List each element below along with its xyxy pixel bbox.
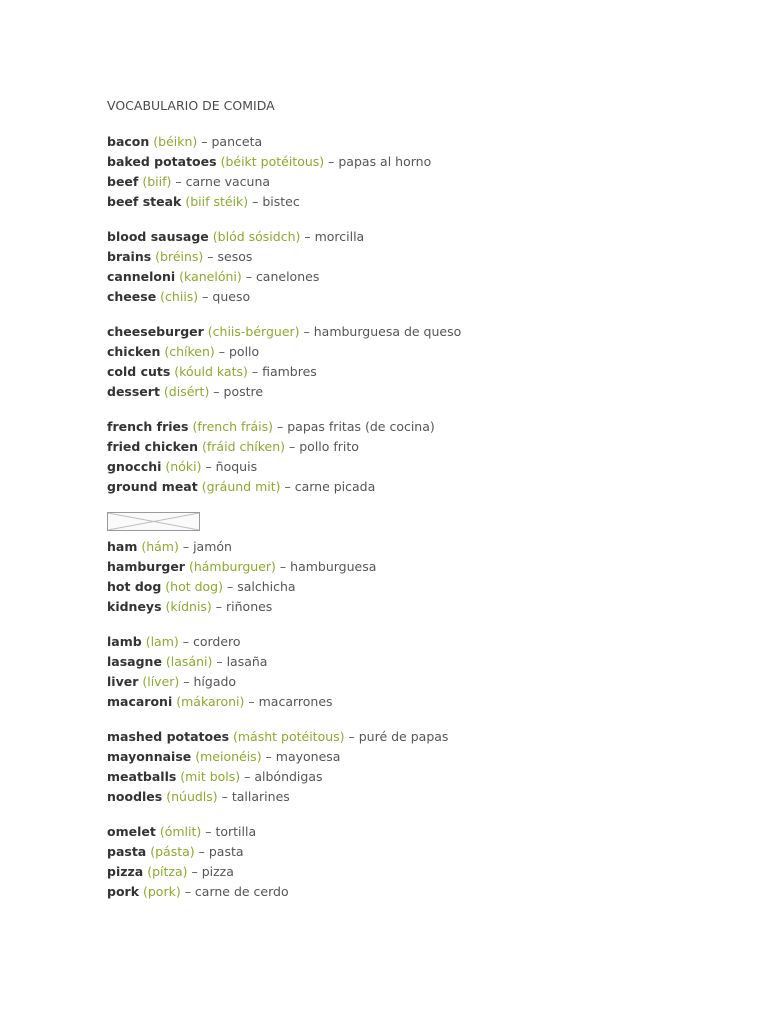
spanish-translation: hígado (193, 674, 237, 689)
spanish-translation: albóndigas (254, 769, 323, 784)
separator-dash: – (275, 559, 291, 574)
separator-dash: – (194, 844, 209, 859)
vocabulary-entry (107, 597, 376, 617)
pronunciation: (hámburguer) (188, 559, 276, 574)
pronunciation: (french fráis) (192, 419, 274, 434)
vocabulary-entry (107, 192, 431, 212)
vocabulary-entry (107, 362, 461, 382)
separator-dash: – (201, 824, 216, 839)
vocabulary-entry (107, 557, 376, 577)
english-word: dessert (107, 384, 160, 399)
spanish-translation: canelones (255, 269, 320, 284)
vocabulary-group (107, 417, 435, 497)
vocabulary-entry (107, 322, 461, 342)
pronunciation: (hám) (141, 539, 179, 554)
spanish-translation: morcilla (314, 229, 365, 244)
separator-dash: – (273, 419, 288, 434)
spanish-translation: pollo (228, 344, 260, 359)
english-word: ground meat (107, 479, 198, 494)
vocabulary-entry (107, 417, 435, 437)
separator-dash: – (248, 194, 263, 209)
spanish-translation: riñones (226, 599, 273, 614)
separator-dash: – (247, 364, 263, 379)
spanish-translation: macarrones (258, 694, 333, 709)
english-word: meatballs (107, 769, 177, 784)
separator-dash: – (179, 674, 194, 689)
english-word: chicken (107, 344, 161, 359)
vocabulary-group (107, 727, 448, 807)
vocabulary-entry (107, 342, 461, 362)
spanish-translation: cordero (192, 634, 241, 649)
english-word: canneloni (107, 269, 176, 284)
separator-dash: – (261, 749, 276, 764)
english-word: cheeseburger (107, 324, 204, 339)
vocabulary-entry (107, 132, 431, 152)
spanish-translation: tortilla (215, 824, 257, 839)
vocabulary-entry (107, 267, 364, 287)
separator-dash: – (209, 384, 224, 399)
pronunciation: (kídnis) (165, 599, 212, 614)
english-word: mayonnaise (107, 749, 192, 764)
pronunciation: (biif) (142, 174, 172, 189)
english-word: noodles (107, 789, 163, 804)
vocabulary-entry (107, 652, 333, 672)
pronunciation: (líver) (142, 674, 180, 689)
spanish-translation: lasaña (226, 654, 268, 669)
english-word: cold cuts (107, 364, 171, 379)
vocabulary-group (107, 632, 333, 712)
vocabulary-entry (107, 692, 333, 712)
pronunciation: (lam) (145, 634, 179, 649)
vocabulary-entry (107, 537, 376, 557)
pronunciation: (meionéis) (195, 749, 262, 764)
spanish-translation: tallarines (231, 789, 290, 804)
vocabulary-entry (107, 672, 333, 692)
separator-dash: – (240, 769, 255, 784)
vocabulary-entry (107, 632, 333, 652)
english-word: fried chicken (107, 439, 199, 454)
english-word: bacon (107, 134, 150, 149)
pronunciation: (kanelóni) (179, 269, 242, 284)
spanish-translation: papas al horno (338, 154, 432, 169)
spanish-translation: postre (223, 384, 264, 399)
vocabulary-entry (107, 227, 364, 247)
separator-dash: – (171, 174, 186, 189)
spanish-translation: pollo frito (299, 439, 359, 454)
page-title: VOCABULARIO DE COMIDA (107, 98, 275, 113)
spanish-translation: papas fritas (de cocina) (287, 419, 435, 434)
vocabulary-entry (107, 862, 289, 882)
separator-dash: – (211, 599, 227, 614)
pronunciation: (pork) (143, 884, 181, 899)
spanish-translation: mayonesa (275, 749, 341, 764)
spanish-translation: queso (212, 289, 251, 304)
pronunciation: (chiis) (160, 289, 199, 304)
spanish-translation: hamburguesa (290, 559, 377, 574)
separator-dash: – (324, 154, 339, 169)
vocabulary-entry (107, 842, 289, 862)
english-word: french fries (107, 419, 189, 434)
separator-dash: – (178, 634, 193, 649)
pronunciation: (biif stéik) (185, 194, 249, 209)
english-word: cheese (107, 289, 157, 304)
english-word: omelet (107, 824, 156, 839)
english-word: hamburger (107, 559, 185, 574)
pronunciation: (béikn) (153, 134, 198, 149)
separator-dash: – (197, 134, 212, 149)
spanish-translation: puré de papas (358, 729, 449, 744)
english-word: beef steak (107, 194, 182, 209)
broken-image-placeholder (107, 512, 200, 531)
pronunciation: (másht potéitous) (233, 729, 345, 744)
pronunciation: (lasáni) (165, 654, 213, 669)
separator-dash: – (223, 579, 238, 594)
pronunciation: (pítza) (147, 864, 188, 879)
pronunciation: (mit bols) (180, 769, 241, 784)
spanish-translation: sesos (217, 249, 253, 264)
spanish-translation: pasta (208, 844, 244, 859)
pronunciation: (pásta) (150, 844, 195, 859)
vocabulary-entry (107, 822, 289, 842)
pronunciation: (chiis-bérguer) (207, 324, 300, 339)
separator-dash: – (212, 654, 227, 669)
english-word: pizza (107, 864, 144, 879)
pronunciation: (disért) (163, 384, 210, 399)
separator-dash: – (344, 729, 359, 744)
pronunciation: (gráund mit) (201, 479, 281, 494)
english-word: brains (107, 249, 152, 264)
pronunciation: (núudls) (166, 789, 218, 804)
vocabulary-entry (107, 577, 376, 597)
pronunciation: (fráid chíken) (202, 439, 286, 454)
english-word: hot dog (107, 579, 162, 594)
separator-dash: – (217, 789, 232, 804)
vocabulary-entry (107, 437, 435, 457)
pronunciation: (chíken) (164, 344, 215, 359)
english-word: ham (107, 539, 138, 554)
vocabulary-entry (107, 477, 435, 497)
spanish-translation: pizza (201, 864, 234, 879)
vocabulary-group (107, 132, 431, 212)
spanish-translation: salchicha (237, 579, 296, 594)
english-word: lasagne (107, 654, 162, 669)
pronunciation: (nóki) (165, 459, 202, 474)
spanish-translation: carne picada (294, 479, 376, 494)
separator-dash: – (241, 269, 256, 284)
spanish-translation: bistec (262, 194, 300, 209)
vocabulary-group (107, 322, 461, 402)
english-word: macaroni (107, 694, 173, 709)
vocabulary-entry (107, 747, 448, 767)
separator-dash: – (214, 344, 229, 359)
vocabulary-entry (107, 787, 448, 807)
spanish-translation: fiambres (262, 364, 317, 379)
pronunciation: (ómlit) (159, 824, 202, 839)
pronunciation: (blód sósidch) (212, 229, 301, 244)
english-word: liver (107, 674, 139, 689)
vocabulary-group (107, 227, 364, 307)
separator-dash: – (198, 289, 213, 304)
vocabulary-entry (107, 882, 289, 902)
vocabulary-entry (107, 247, 364, 267)
pronunciation: (kóuld kats) (174, 364, 248, 379)
separator-dash: – (180, 884, 195, 899)
english-word: pork (107, 884, 140, 899)
english-word: blood sausage (107, 229, 209, 244)
separator-dash: – (178, 539, 194, 554)
vocabulary-entry (107, 152, 431, 172)
english-word: lamb (107, 634, 142, 649)
separator-dash: – (280, 479, 295, 494)
vocabulary-entry (107, 457, 435, 477)
spanish-translation: ñoquis (215, 459, 258, 474)
spanish-translation: jamón (193, 539, 232, 554)
pronunciation: (béikt potéitous) (220, 154, 325, 169)
english-word: kidneys (107, 599, 162, 614)
vocabulary-entry (107, 382, 461, 402)
english-word: baked potatoes (107, 154, 217, 169)
vocabulary-entry (107, 727, 448, 747)
pronunciation: (mákaroni) (176, 694, 245, 709)
english-word: pasta (107, 844, 147, 859)
spanish-translation: carne de cerdo (194, 884, 289, 899)
vocabulary-entry (107, 172, 431, 192)
vocabulary-entry (107, 767, 448, 787)
vocabulary-group (107, 537, 376, 617)
english-word: mashed potatoes (107, 729, 230, 744)
separator-dash: – (299, 324, 314, 339)
english-word: beef (107, 174, 139, 189)
pronunciation: (hot dog) (165, 579, 223, 594)
separator-dash: – (244, 694, 259, 709)
separator-dash: – (300, 229, 315, 244)
vocabulary-group (107, 822, 289, 902)
pronunciation: (bréins) (155, 249, 204, 264)
separator-dash: – (285, 439, 300, 454)
separator-dash: – (187, 864, 202, 879)
separator-dash: – (201, 459, 216, 474)
spanish-translation: panceta (211, 134, 263, 149)
vocabulary-entry (107, 287, 364, 307)
spanish-translation: carne vacuna (185, 174, 271, 189)
spanish-translation: hamburguesa de queso (313, 324, 462, 339)
separator-dash: – (203, 249, 218, 264)
english-word: gnocchi (107, 459, 162, 474)
